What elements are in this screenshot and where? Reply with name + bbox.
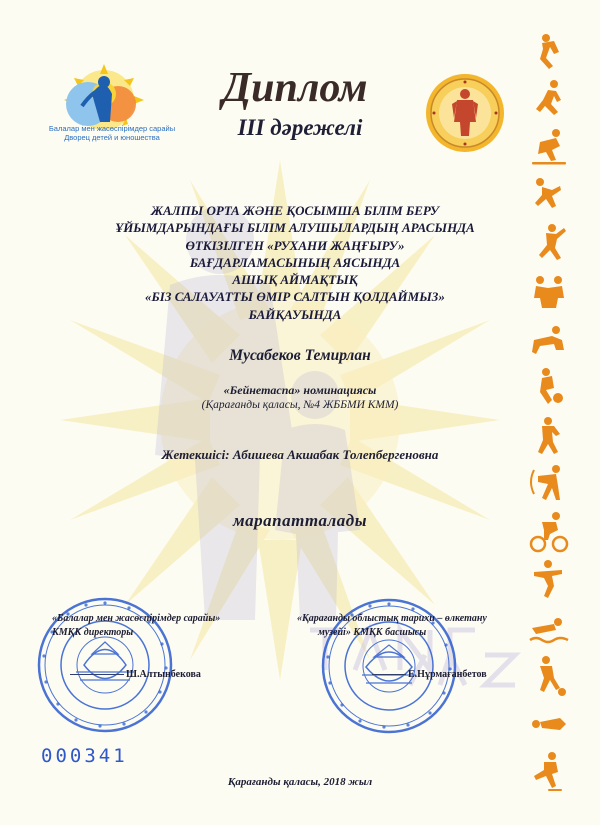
- description-line: ҰЙЫМДАРЫНДАҒЫ БІЛІМ АЛУШЫЛАРДЫҢ АРАСЫНДА: [115, 220, 475, 236]
- description-line: БАҒДАРЛАМАСЫНЫҢ АЯСЫНДА: [189, 254, 401, 270]
- archery-icon: [526, 460, 572, 506]
- supervisor-name: Жетекшісі: Абишева Акшабак Толепбергеновна: [161, 447, 439, 462]
- nomination-title: «Бейнетаспа» номинациясы: [223, 383, 377, 397]
- boxing-icon: [526, 412, 572, 458]
- description-line: БАЙҚАУЫНДА: [248, 306, 342, 322]
- wrestling-icon: [526, 268, 572, 314]
- museum-logo-icon: [424, 72, 506, 154]
- palace-logo-icon: [52, 64, 172, 156]
- weightlifting-icon: [526, 316, 572, 362]
- jumping-icon: [526, 364, 572, 410]
- description-line: ЖАЛПЫ ОРТА ЖӘНЕ ҚОСЫМША БІЛІМ БЕРУ: [151, 203, 439, 218]
- right-org-name: «Қарағанды облыстық тарихи – өлкетану: [297, 613, 487, 624]
- awarded-text: марапатталады: [233, 511, 367, 530]
- dance-icon: [526, 556, 572, 602]
- diploma-degree: ІІІ дәрежелі: [237, 115, 363, 140]
- skating-icon: [526, 748, 572, 794]
- diving-icon: [526, 700, 572, 746]
- footer-place-year: Қарағанды қаласы, 2018 жыл: [227, 776, 373, 788]
- school-name: (Қарағанды қаласы, №4 ЖББМИ КММ): [201, 399, 399, 411]
- left-org-name: «Балалар мен жасөспірімдер сарайы»: [52, 613, 221, 624]
- description-line: «БІЗ САЛАУАТТЫ ӨМІР САЛТЫН ҚОЛДАЙМЫЗ»: [145, 289, 445, 305]
- left-signatory-name: Ш.Алтынбекова: [126, 669, 201, 680]
- serial-number: 000341: [41, 745, 128, 767]
- left-org-position: КМҚК директоры: [52, 627, 134, 638]
- left-signature-line: [70, 674, 124, 675]
- sprint-icon: [526, 172, 572, 218]
- gymnastics-icon: [526, 28, 572, 74]
- running-icon: [526, 76, 572, 122]
- swimming-icon: [526, 604, 572, 650]
- right-org-position: музейі» КМҚК басшысы: [318, 627, 427, 638]
- sports-icons-strip: [526, 28, 576, 798]
- diploma-title: Диплом: [222, 65, 368, 111]
- description-line: ӨТКІЗІЛГЕН «РУХАНИ ЖАҢҒЫРУ»: [185, 237, 405, 253]
- football-icon: [526, 652, 572, 698]
- skiing-icon: [526, 124, 572, 170]
- description-line: АШЫҚ АЙМАҚТЫҚ: [232, 272, 358, 288]
- contest-description: [70, 202, 520, 323]
- palace-caption-kz: Балалар мен жасөспірімдер сарайы: [48, 124, 176, 133]
- right-signatory-name: Е.Нұрмағанбетов: [408, 669, 487, 680]
- recipient-name: Мусабеков Темирлан: [229, 347, 371, 364]
- cycling-icon: [526, 508, 572, 554]
- right-signature-line: [372, 674, 406, 675]
- palace-caption-ru: Дворец детей и юношества: [64, 133, 160, 142]
- athletics-icon: [526, 220, 572, 266]
